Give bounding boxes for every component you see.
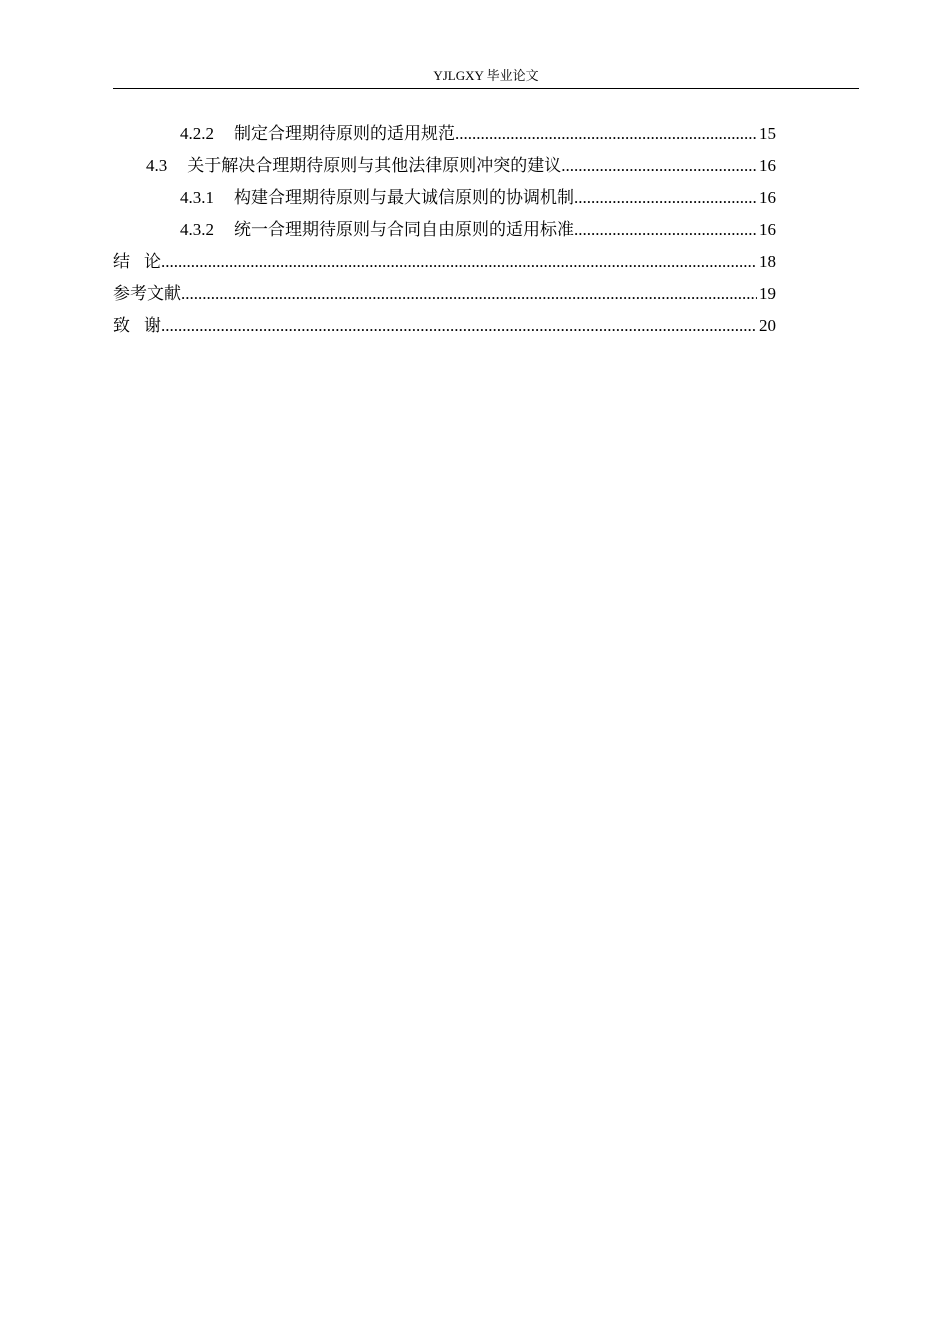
toc-number: 4.3 xyxy=(146,156,168,175)
toc-title xyxy=(113,310,161,342)
toc-page: 20 xyxy=(759,316,776,335)
toc-page: 16 xyxy=(759,220,776,239)
toc-leader xyxy=(181,278,757,310)
toc-page: 18 xyxy=(759,252,776,271)
toc-title-char: 论 xyxy=(144,252,162,272)
toc-title: 制定合理期待原则的适用规范 xyxy=(234,124,455,143)
toc-number: 4.3.2 xyxy=(180,220,214,239)
toc-title: 统一合理期待原则与合同自由原则的适用标准 xyxy=(234,220,574,239)
page-header xyxy=(113,66,859,89)
toc-entry-references[interactable] xyxy=(113,278,776,310)
toc-leader xyxy=(561,150,757,182)
toc-page: 16 xyxy=(759,156,776,175)
toc-entry-acknowledgements[interactable] xyxy=(113,310,776,342)
toc-title-char: 谢 xyxy=(144,316,162,336)
toc-title: 参考文献 xyxy=(113,284,181,304)
toc-number: 4.2.2 xyxy=(180,124,214,143)
header-text: YJLGXY 毕业论文 xyxy=(433,68,539,83)
toc-title: 关于解决合理期待原则与其他法律原则冲突的建议 xyxy=(187,156,562,175)
toc-leader xyxy=(161,310,757,342)
toc-leader xyxy=(455,118,757,150)
toc-entry-4-3-1[interactable] xyxy=(113,182,776,214)
toc-title-char: 结 xyxy=(113,252,130,272)
toc-entry-4-3[interactable] xyxy=(113,150,776,182)
toc-title: 构建合理期待原则与最大诚信原则的协调机制 xyxy=(234,188,574,207)
toc-title-char: 致 xyxy=(113,316,130,336)
toc-page: 19 xyxy=(759,284,776,303)
toc-title xyxy=(113,246,161,278)
toc-entry-conclusion[interactable] xyxy=(113,246,776,278)
toc-page: 16 xyxy=(759,188,776,207)
toc-entry-4-3-2[interactable] xyxy=(113,214,776,246)
toc-leader xyxy=(574,214,757,246)
toc-entry-4-2-2[interactable] xyxy=(113,118,776,150)
toc-page: 15 xyxy=(759,124,776,143)
toc-leader xyxy=(161,246,757,278)
toc-number: 4.3.1 xyxy=(180,188,214,207)
table-of-contents xyxy=(113,118,776,342)
toc-leader xyxy=(574,182,757,214)
